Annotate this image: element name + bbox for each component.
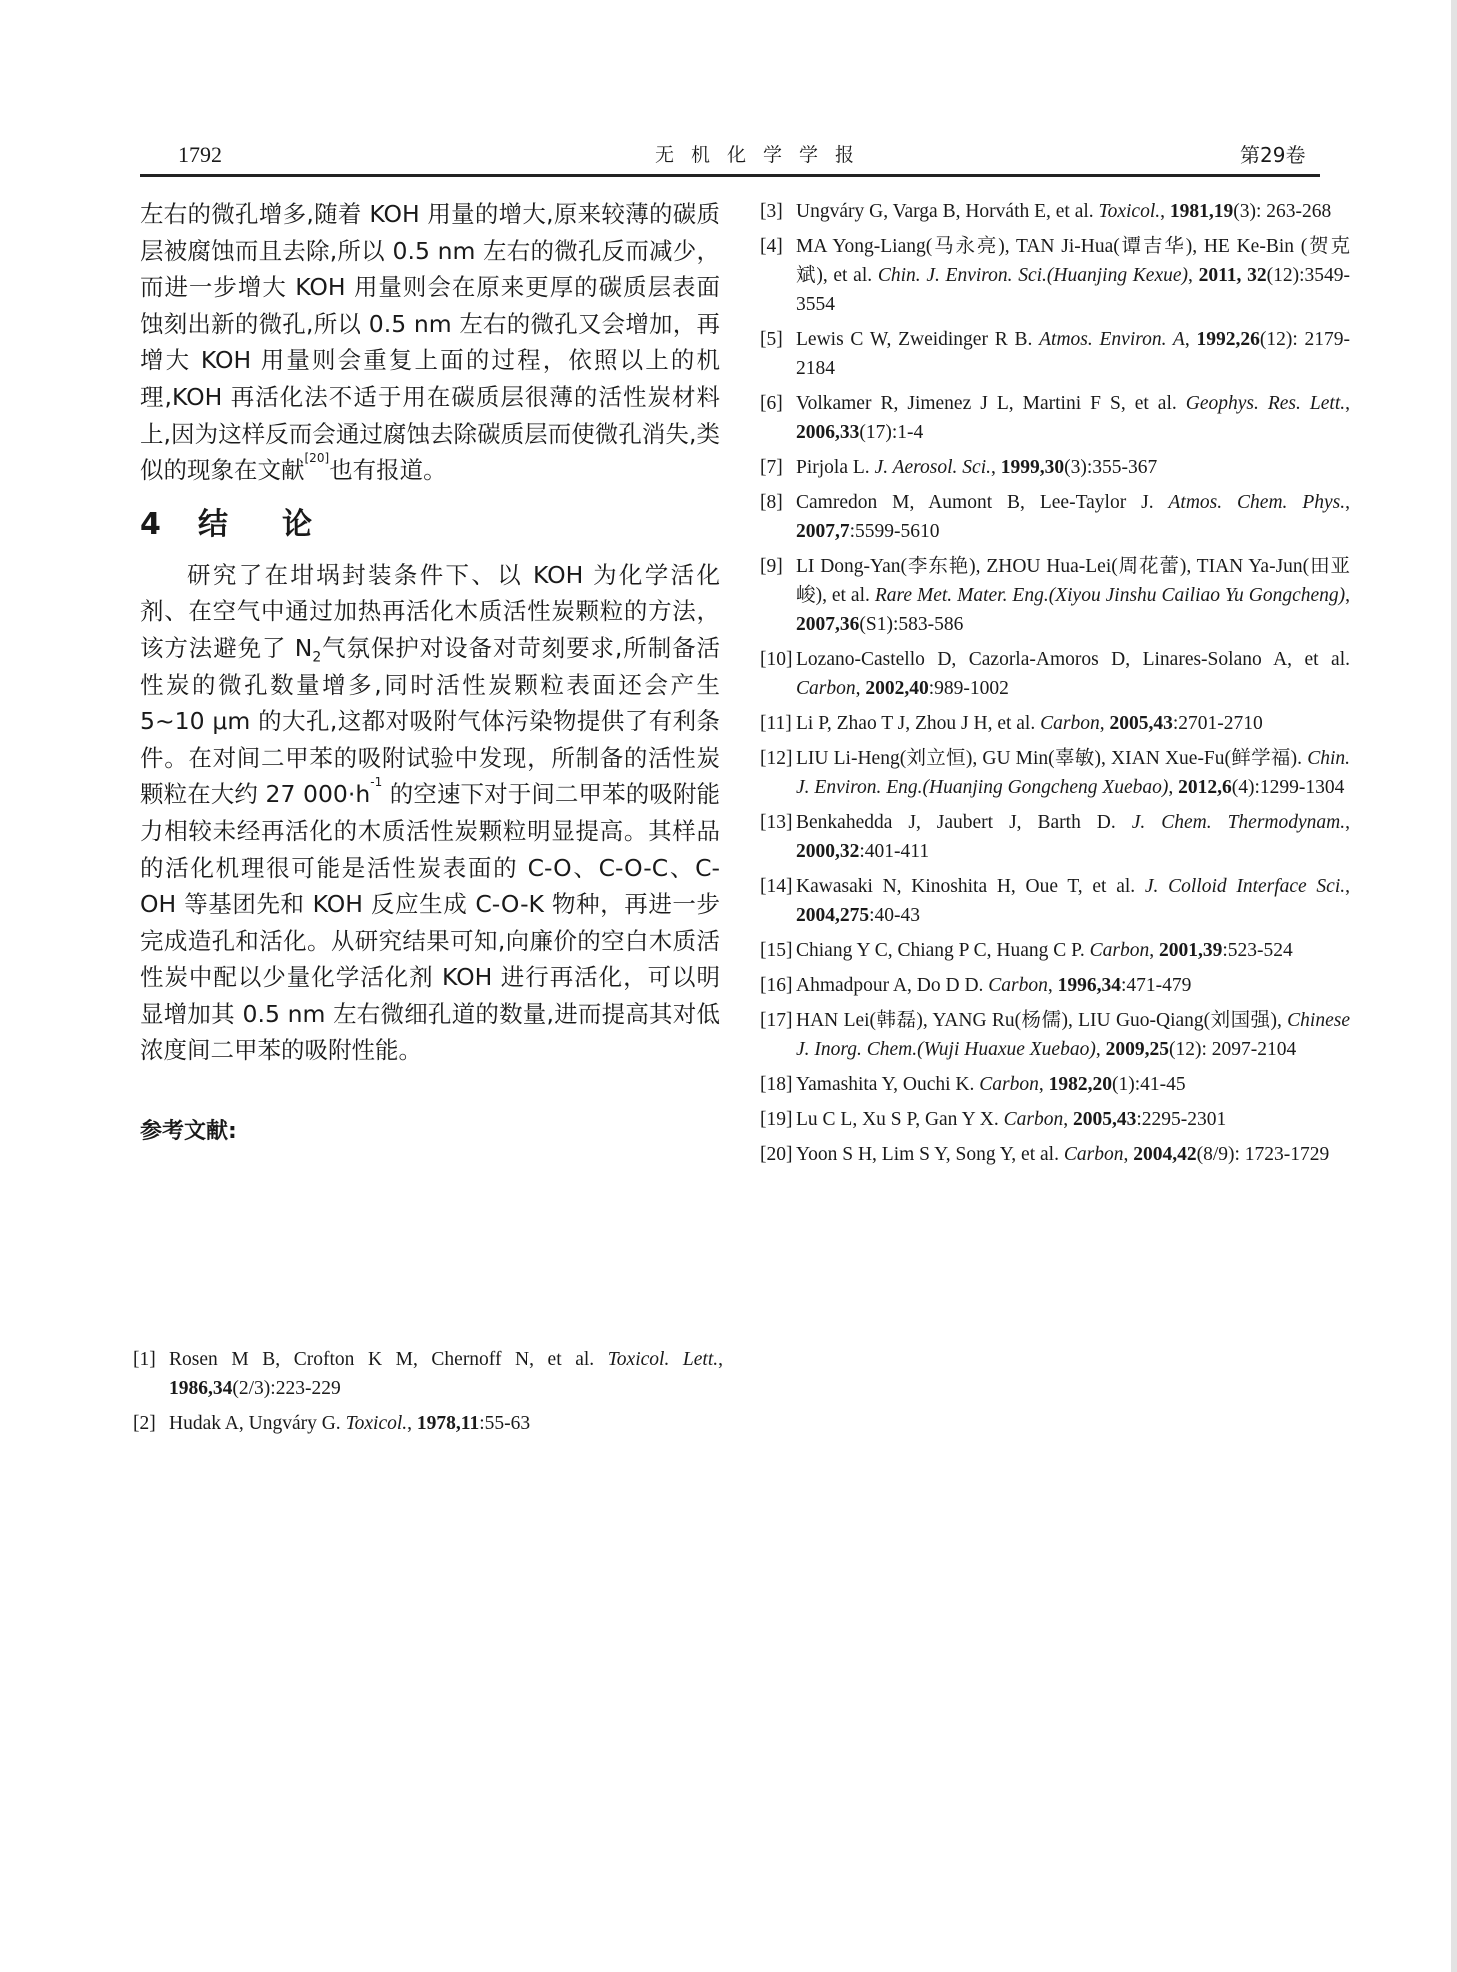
reference-journal: Toxicol.: [345, 1413, 408, 1434]
reference-authors: Rosen M B, Crofton K M, Chernoff N, et al.: [169, 1349, 608, 1370]
reference-number: [4]: [760, 236, 783, 257]
reference-year-volume: 2006,33: [796, 422, 860, 443]
reference-item: [133, 1345, 723, 1403]
reference-journal: Chin. J. Environ. Eng.(Huanjing Gongcheng Xuebao): [796, 748, 1350, 798]
reference-separator: ,: [1345, 585, 1350, 606]
reference-authors: LIU Li-Heng(刘立恒), GU Min(辜敏), XIAN Xue-Fu(鲜学福).: [796, 748, 1308, 769]
reference-authors: Ungváry G, Varga B, Horváth E, et al.: [796, 201, 1099, 222]
reference-year-volume: 1999,30: [1000, 457, 1065, 478]
page-number: 1792: [178, 142, 222, 167]
reference-separator: ,: [1099, 713, 1110, 734]
reference-number: [19]: [760, 1109, 793, 1130]
reference-authors: Hudak A, Ungváry G.: [169, 1413, 346, 1434]
reference-separator: ,: [855, 678, 866, 699]
reference-item: [760, 1006, 1350, 1064]
reference-item: [760, 1070, 1350, 1099]
reference-item: [760, 197, 1350, 226]
reference-authors: Ahmadpour A, Do D D.: [796, 975, 989, 996]
references-list-left: [133, 1345, 723, 1444]
reference-authors: MA Yong-Liang(马永亮), TAN Ji-Hua(谭吉华), HE Ke-Bin (贺克斌), et al.: [796, 236, 1350, 286]
reference-pages: (3):355-367: [1064, 457, 1158, 478]
section-number: 4: [140, 506, 161, 542]
reference-year-volume: 2011, 32: [1198, 265, 1267, 286]
reference-number: [12]: [760, 748, 793, 769]
section-heading: [140, 505, 720, 545]
reference-year-volume: 2007,36: [796, 614, 860, 635]
reference-journal: J. Aerosol. Sci.: [874, 457, 991, 478]
reference-journal: Carbon: [1063, 1144, 1124, 1165]
reference-journal: Chin. J. Environ. Sci.(Huanjing Kexue): [877, 265, 1189, 286]
reference-pages: (4):1299-1304: [1231, 777, 1345, 798]
reference-separator: ,: [1095, 1039, 1106, 1060]
reference-item: [760, 744, 1350, 802]
reference-separator: ,: [1345, 492, 1350, 513]
paragraph-text: 研究了在坩埚封装条件下、以 KOH 为化学活化剂、在空气中通过加热再活化木质活性炭颗粒的方法，该方法避免了 N: [140, 560, 720, 662]
reference-item: [760, 389, 1350, 447]
reference-number: [14]: [760, 876, 793, 897]
reference-pages: :2701-2710: [1172, 713, 1263, 734]
reference-year-volume: 2009,25: [1105, 1039, 1169, 1060]
reference-year-volume: 2004,275: [796, 905, 870, 926]
reference-number: [15]: [760, 940, 793, 961]
reference-journal: Toxicol.: [1098, 201, 1161, 222]
reference-item: [760, 872, 1350, 930]
reference-item: [760, 232, 1350, 319]
reference-separator: ,: [407, 1413, 417, 1434]
reference-pages: (17):1-4: [859, 422, 924, 443]
reference-number: [11]: [760, 713, 792, 734]
body-paragraph: [140, 196, 720, 489]
reference-pages: (3): 263-268: [1233, 201, 1332, 222]
paragraph-text: 的空速下对于间二甲苯的吸附能力相较未经再活化的木质活性炭颗粒明显提高。其样品的活化机理很可能是活性炭表面的 C-O、C-O-C、C-OH 等基团先和 KOH 反应生成 C-O-K 物种，再进一步完成造孔和活化。从研究结果可知,向廉价的空白木质活性炭中配以少量化学活化剂 KOH 进行再活化，可以明显增加其 0.5 nm 左右微细孔道的数量,进而提高其对低浓度间二甲苯的吸附性能。: [140, 780, 720, 1065]
reference-authors: Kawasaki N, Kinoshita H, Oue T, et al.: [796, 876, 1145, 897]
reference-pages: (2/3):223-229: [232, 1378, 341, 1399]
reference-year-volume: 2002,40: [865, 678, 929, 699]
reference-separator: ,: [991, 457, 1001, 478]
reference-separator: ,: [1047, 975, 1058, 996]
reference-year-volume: 1978,11: [416, 1413, 480, 1434]
reference-separator: ,: [1345, 876, 1351, 897]
reference-year-volume: 2007,7: [796, 521, 850, 542]
reference-number: [6]: [760, 393, 783, 414]
reference-item: [760, 488, 1350, 546]
reference-number: [8]: [760, 492, 783, 513]
reference-authors: LI Dong-Yan(李东艳), ZHOU Hua-Lei(周花蕾), TIAN Ya-Jun(田亚峻), et al.: [796, 556, 1350, 606]
subscript: 2: [312, 649, 322, 666]
reference-authors: Pirjola L.: [796, 457, 875, 478]
reference-number: [16]: [760, 975, 793, 996]
reference-year-volume: 2012,6: [1178, 777, 1232, 798]
reference-pages: :55-63: [479, 1413, 531, 1434]
reference-authors: Yamashita Y, Ouchi K.: [796, 1074, 980, 1095]
volume-label: 第29卷: [1240, 143, 1306, 167]
page-edge-shadow: [1451, 0, 1457, 1972]
reference-pages: (1):41-45: [1112, 1074, 1186, 1095]
reference-number: [7]: [760, 457, 783, 478]
reference-number: [2]: [133, 1413, 156, 1434]
journal-title: 无机化学学报: [655, 144, 872, 166]
reference-pages: (12):3549-3554: [796, 265, 1350, 315]
references-list-right: [760, 197, 1350, 1175]
paragraph-text: 气氛保护对设备对苛刻要求,所制备活性炭的微孔数量增多,同时活性炭颗粒表面还会产生 5~10 μm 的大孔,这都对吸附气体污染物提供了有利条件。在对间二甲苯的吸附试验中发现，所制备的活性炭颗粒在大约 27 000·h: [140, 633, 720, 809]
reference-separator: ,: [1063, 1109, 1074, 1130]
reference-journal: Carbon: [1089, 940, 1150, 961]
reference-year-volume: 1981,19: [1169, 201, 1234, 222]
reference-number: [17]: [760, 1010, 793, 1031]
paragraph-text: 也有报道。: [329, 456, 447, 485]
reference-journal: J. Colloid Interface Sci.: [1144, 876, 1346, 897]
reference-number: [3]: [760, 201, 783, 222]
reference-authors: HAN Lei(韩磊), YANG Ru(杨儒), LIU Guo-Qiang(刘国强),: [796, 1010, 1288, 1031]
header-rule: [140, 174, 1320, 177]
section-title-part: 论: [282, 506, 312, 542]
reference-journal: Rare Met. Mater. Eng.(Xiyou Jinshu Cailiao Yu Gongcheng): [874, 585, 1346, 606]
reference-pages: :989-1002: [928, 678, 1009, 699]
citation-ref[interactable]: [20]: [304, 451, 330, 466]
reference-authors: Chiang Y C, Chiang P C, Huang C P.: [796, 940, 1090, 961]
reference-authors: Li P, Zhao T J, Zhou J H, et al.: [796, 713, 1041, 734]
reference-year-volume: 1996,34: [1057, 975, 1122, 996]
reference-separator: ,: [1149, 940, 1159, 961]
reference-separator: ,: [1038, 1074, 1049, 1095]
reference-number: [18]: [760, 1074, 793, 1095]
reference-separator: ,: [1345, 812, 1350, 833]
reference-item: [760, 808, 1350, 866]
reference-separator: ,: [1188, 265, 1199, 286]
reference-item: [760, 552, 1350, 639]
reference-pages: (12): 2179-2184: [796, 329, 1351, 379]
reference-separator: ,: [1123, 1144, 1134, 1165]
reference-separator: ,: [718, 1349, 723, 1370]
reference-journal: Geophys. Res. Lett.: [1185, 393, 1346, 414]
reference-authors: Yoon S H, Lim S Y, Song Y, et al.: [796, 1144, 1064, 1165]
reference-journal: Carbon: [979, 1074, 1039, 1095]
references-heading: 参考文献:: [140, 1119, 237, 1145]
reference-authors: Lewis C W, Zweidinger R B.: [796, 329, 1040, 350]
reference-journal: Atmos. Environ. A: [1039, 329, 1185, 350]
reference-number: [5]: [760, 329, 783, 350]
reference-item: [760, 645, 1350, 703]
reference-journal: J. Chem. Thermodynam.: [1131, 812, 1346, 833]
reference-pages: :5599-5610: [849, 521, 940, 542]
reference-pages: :471-479: [1121, 975, 1192, 996]
reference-authors: Camredon M, Aumont B, Lee-Taylor J.: [796, 492, 1169, 513]
reference-number: [1]: [133, 1349, 156, 1370]
reference-separator: ,: [1160, 201, 1170, 222]
reference-number: [20]: [760, 1144, 793, 1165]
reference-item: [760, 1140, 1350, 1169]
reference-journal: Toxicol. Lett.: [607, 1349, 719, 1370]
reference-year-volume: 1982,20: [1048, 1074, 1113, 1095]
reference-authors: Volkamer R, Jimenez J L, Martini F S, et al.: [796, 393, 1186, 414]
reference-item: [760, 1105, 1350, 1134]
reference-separator: ,: [1168, 777, 1179, 798]
reference-journal: Carbon: [988, 975, 1048, 996]
reference-year-volume: 2004,42: [1133, 1144, 1197, 1165]
reference-pages: :2295-2301: [1136, 1109, 1227, 1130]
reference-separator: ,: [1184, 329, 1197, 350]
reference-number: [13]: [760, 812, 793, 833]
reference-journal: Carbon: [1003, 1109, 1064, 1130]
reference-pages: (12): 2097-2104: [1168, 1039, 1297, 1060]
reference-authors: Benkahedda J, Jaubert J, Barth D.: [796, 812, 1132, 833]
reference-journal: Atmos. Chem. Phys.: [1168, 492, 1346, 513]
reference-year-volume: 2000,32: [796, 841, 860, 862]
reference-year-volume: 2005,43: [1073, 1109, 1137, 1130]
reference-item: [760, 971, 1350, 1000]
reference-number: [10]: [760, 649, 793, 670]
reference-number: [9]: [760, 556, 783, 577]
reference-year-volume: 1986,34: [169, 1378, 233, 1399]
reference-pages: :40-43: [869, 905, 921, 926]
superscript: -1: [370, 775, 383, 790]
reference-pages: (S1):583-586: [859, 614, 964, 635]
reference-year-volume: 2001,39: [1158, 940, 1223, 961]
left-column: [140, 196, 720, 1147]
reference-pages: :401-411: [859, 841, 930, 862]
reference-year-volume: 1992,26: [1196, 329, 1260, 350]
reference-item: [760, 936, 1350, 965]
reference-authors: Lu C L, Xu S P, Gan Y X.: [796, 1109, 1004, 1130]
section-title-part: 结: [198, 506, 228, 542]
reference-journal: Carbon: [796, 678, 856, 699]
reference-journal: Chinese J. Inorg. Chem.(Wuji Huaxue Xuebao): [796, 1010, 1350, 1060]
reference-item: [133, 1409, 723, 1438]
reference-item: [760, 325, 1350, 383]
reference-year-volume: 2005,43: [1109, 713, 1173, 734]
reference-item: [760, 453, 1350, 482]
conclusion-paragraph: [140, 557, 720, 1069]
reference-pages: (8/9): 1723-1729: [1196, 1144, 1330, 1165]
reference-authors: Lozano-Castello D, Cazorla-Amoros D, Linares-Solano A, et al.: [796, 649, 1350, 670]
reference-pages: :523-524: [1222, 940, 1293, 961]
paragraph-text: 左右的微孔增多,随着 KOH 用量的增大,原来较薄的碳质层被腐蚀而且去除,所以 0.5 nm 左右的微孔反而减少，而进一步增大 KOH 用量则会在原来更厚的碳质层表面蚀刻出新的微孔,所以 0.5 nm 左右的微孔又会增加，再增大 KOH 用量则会重复上面的过程，依照以上的机理,KOH 再活化法不适于用在碳质层很薄的活性炭材料上,因为这样反而会通过腐蚀去除碳质层而使微孔消失,类似的现象在文献: [140, 200, 720, 485]
reference-journal: Carbon: [1040, 713, 1100, 734]
reference-separator: ,: [1345, 393, 1350, 414]
reference-item: [760, 709, 1350, 738]
